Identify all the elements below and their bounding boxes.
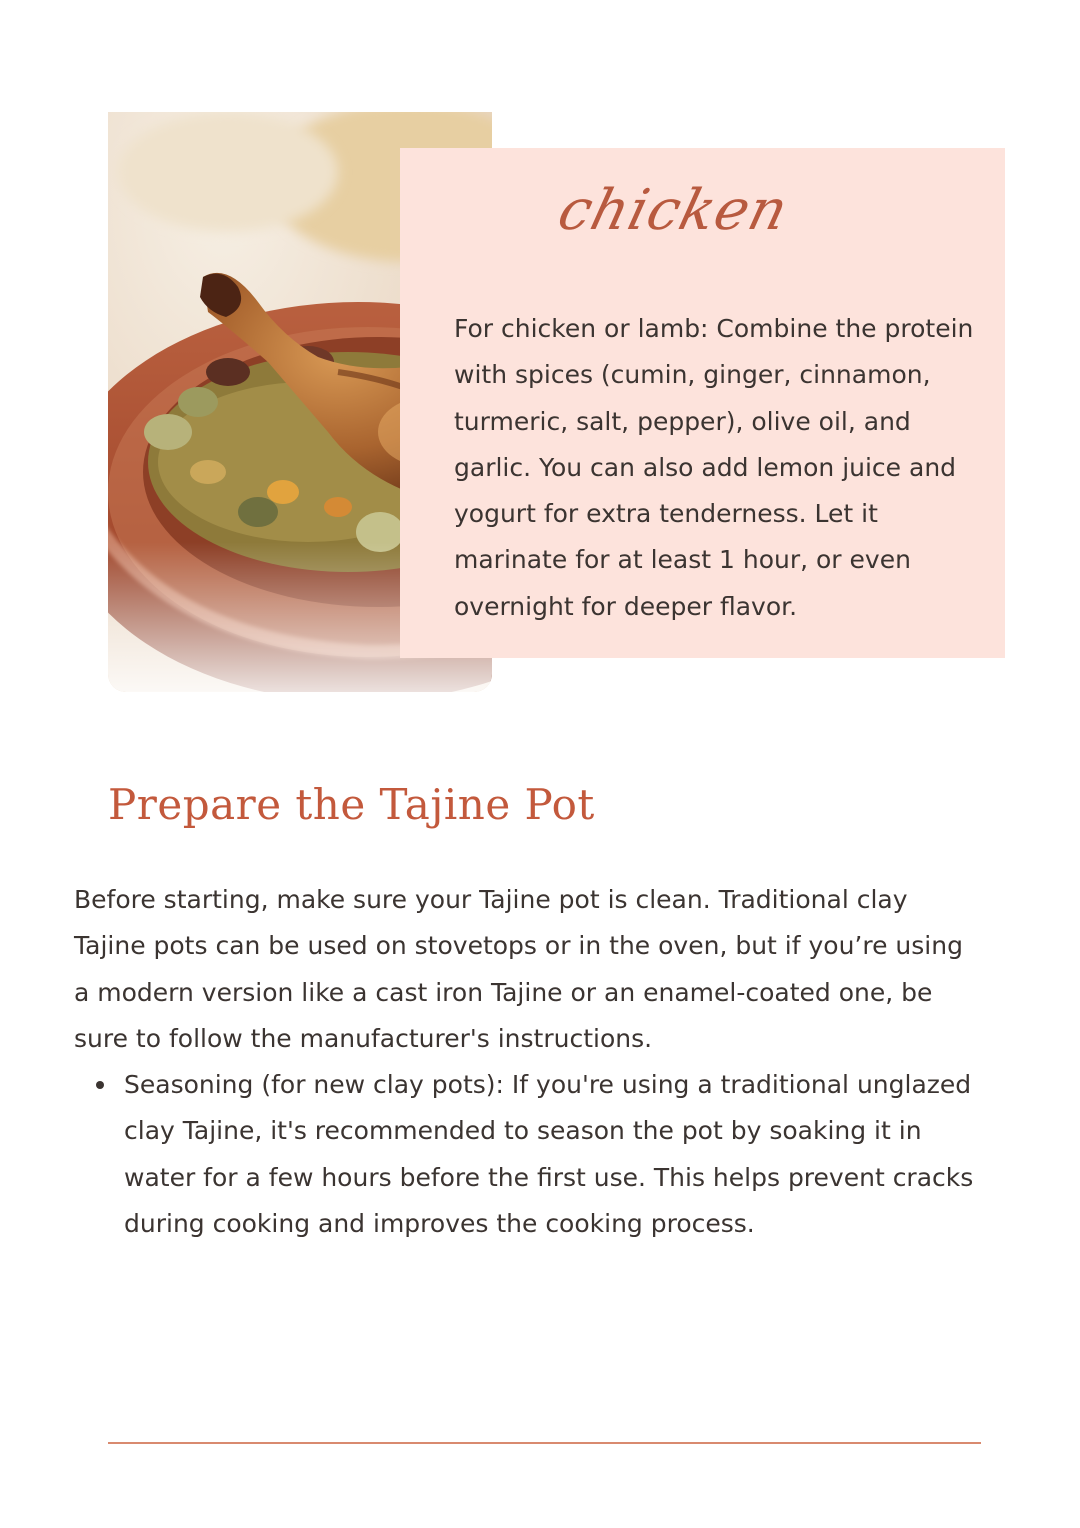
section-title: Prepare the Tajine Pot [108, 780, 595, 829]
section-bullet-list [74, 1062, 979, 1247]
bullet-text: Seasoning (for new clay pots): If you're using a traditional unglazed clay Tajine, it's recommended to season the pot by soaking it in water for a few hours before the first use. This helps prevent cracks during cooking and improves the cooking process. [124, 1070, 974, 1238]
marinade-instructions: For chicken or lamb: Combine the protein with spices (cumin, ginger, cinnamon, turmeric, salt, pepper), olive oil, and garlic. You can also add lemon juice and yogurt for extra tenderness. Let it marinate for at least 1 hour, or even overnight for deeper flavor. [454, 314, 974, 621]
section-intro: Before starting, make sure your Tajine pot is clean. Traditional clay Tajine pots can be used on stovetops or in the oven, but if you’re using a modern version like a cast iron Tajine or an enamel-coated one, be sure to follow the manufacturer's instructions. [74, 885, 963, 1053]
marinade-card [400, 148, 1005, 658]
footer-divider [108, 1442, 981, 1444]
list-item [74, 1062, 979, 1247]
card-script-title: chicken [551, 178, 795, 243]
bullet-icon [96, 1081, 104, 1089]
